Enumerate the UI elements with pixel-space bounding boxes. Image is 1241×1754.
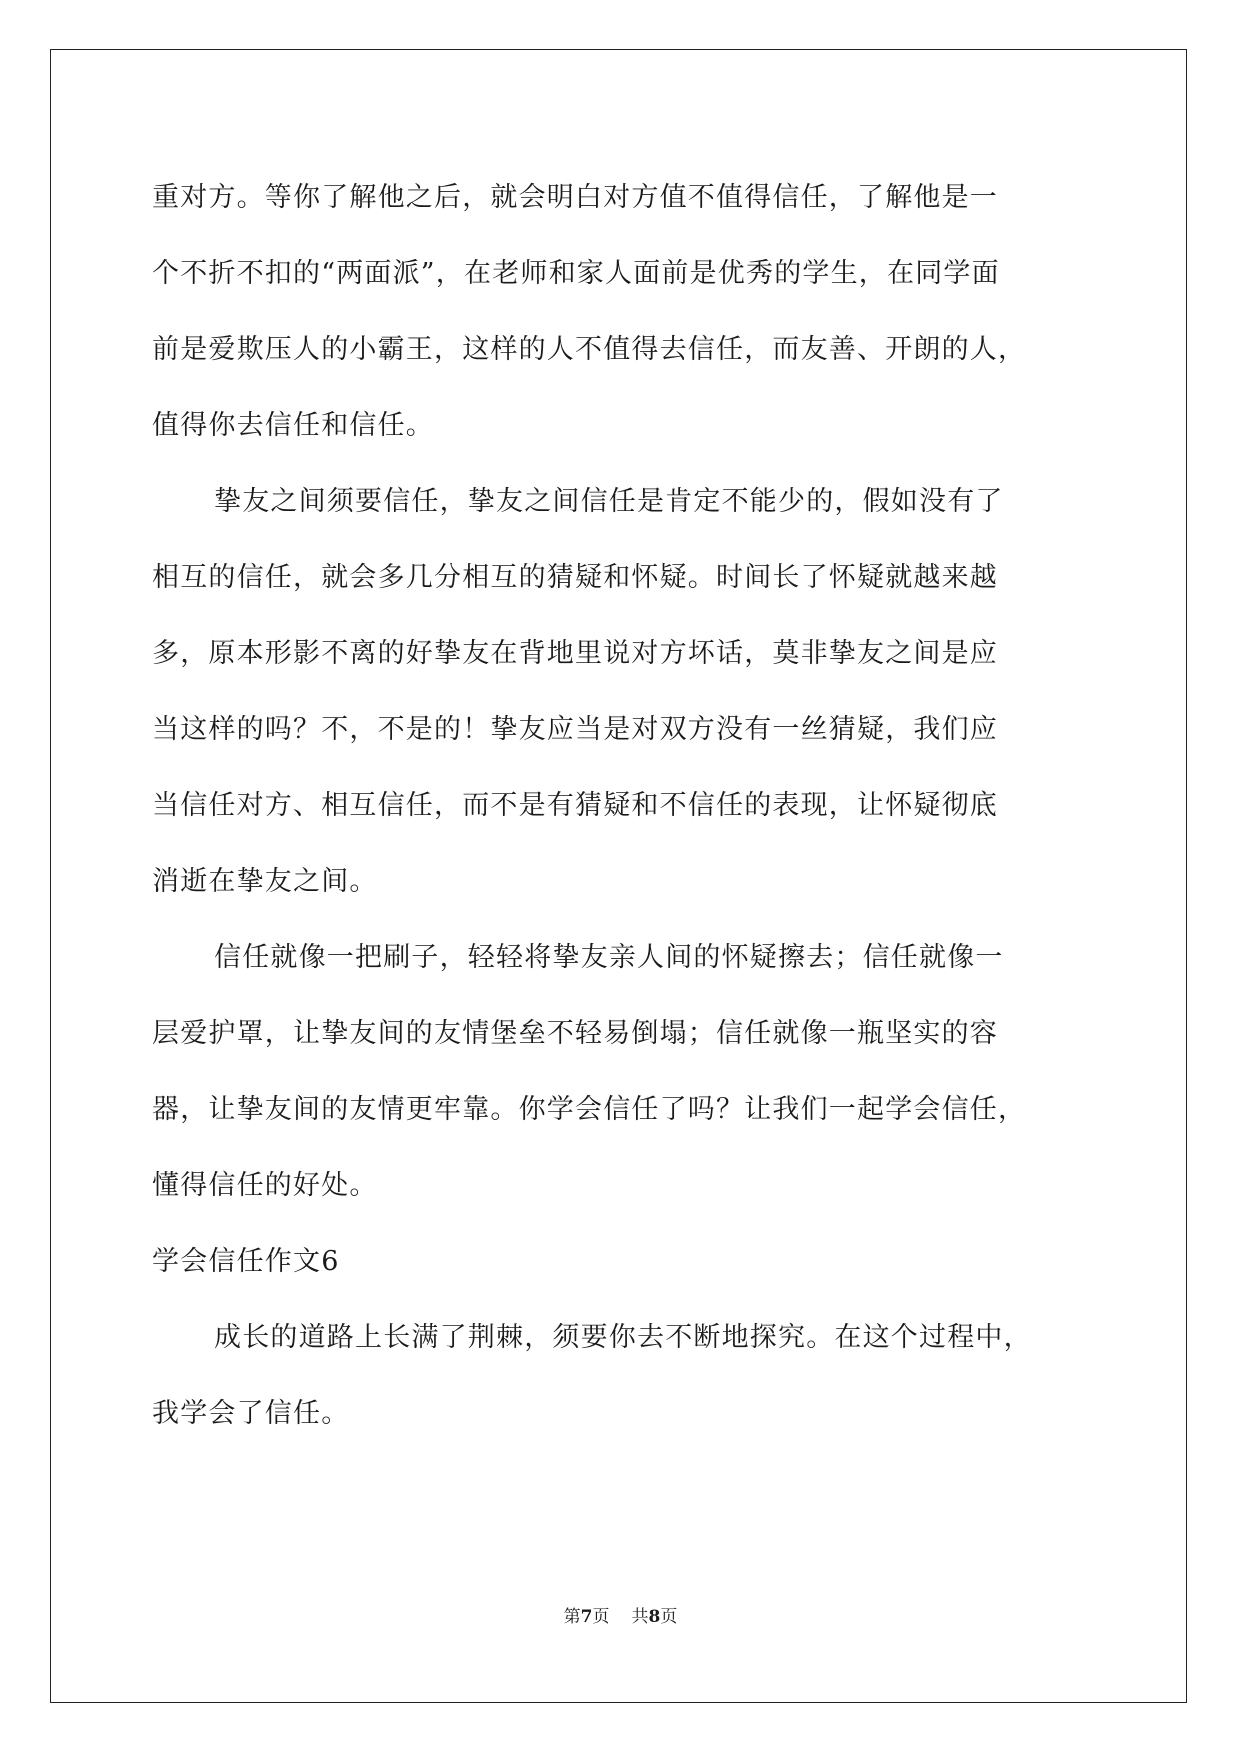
- paragraph-1: [152, 160, 1092, 464]
- text-line: 成长的道路上长满了荆棘，须要你去不断地探究。在这个过程中，: [214, 1322, 1032, 1353]
- total-prefix: 共: [631, 1607, 649, 1627]
- text-line: 当这样的吗？不，不是的！挚友应当是对双方没有一丝猜疑，我们应: [152, 714, 998, 745]
- text-line: 重对方。等你了解他之后，就会明白对方值不值得信任，了解他是一: [152, 182, 998, 213]
- text-line: 层爱护罩，让挚友间的友情堡垒不轻易倒塌；信任就像一瓶坚实的容: [152, 1018, 998, 1049]
- text-line: 个不折不扣的“两面派”，在老师和家人面前是优秀的学生，在同学面: [152, 258, 1000, 289]
- page-suffix: 页: [592, 1607, 610, 1627]
- total-page-count: 8: [648, 1607, 661, 1627]
- text-line: 挚友之间须要信任，挚友之间信任是肯定不能少的，假如没有了: [214, 486, 1004, 517]
- text-line: 我学会了信任。: [152, 1398, 350, 1429]
- page-footer: [0, 1602, 1241, 1627]
- text-line: 懂得信任的好处。: [152, 1170, 378, 1201]
- text-line: 当信任对方、相互信任，而不是有猜疑和不信任的表现，让怀疑彻底: [152, 790, 998, 821]
- paragraph-4: [152, 1300, 1092, 1452]
- text-line: 值得你去信任和信任。: [152, 410, 434, 441]
- paragraph-3: [152, 920, 1092, 1224]
- text-line: 器，让挚友间的友情更牢靠。你学会信任了吗？让我们一起学会信任，: [152, 1094, 1027, 1125]
- text-line: 信任就像一把刷子，轻轻将挚友亲人间的怀疑擦去；信任就像一: [214, 942, 1004, 973]
- total-suffix: 页: [660, 1607, 678, 1627]
- text-line: 消逝在挚友之间。: [152, 866, 378, 897]
- page-prefix: 第: [563, 1607, 581, 1627]
- paragraph-2: [152, 464, 1092, 920]
- text-line: 多，原本形影不离的好挚友在背地里说对方坏话，莫非挚友之间是应: [152, 638, 998, 669]
- section-heading: 学会信任作文6: [152, 1246, 340, 1277]
- document-body: [152, 160, 1092, 1452]
- current-page-number: 7: [580, 1607, 593, 1627]
- text-line: 相互的信任，就会多几分相互的猜疑和怀疑。时间长了怀疑就越来越: [152, 562, 998, 593]
- text-line: 前是爱欺压人的小霸王，这样的人不值得去信任，而友善、开朗的人，: [152, 334, 1027, 365]
